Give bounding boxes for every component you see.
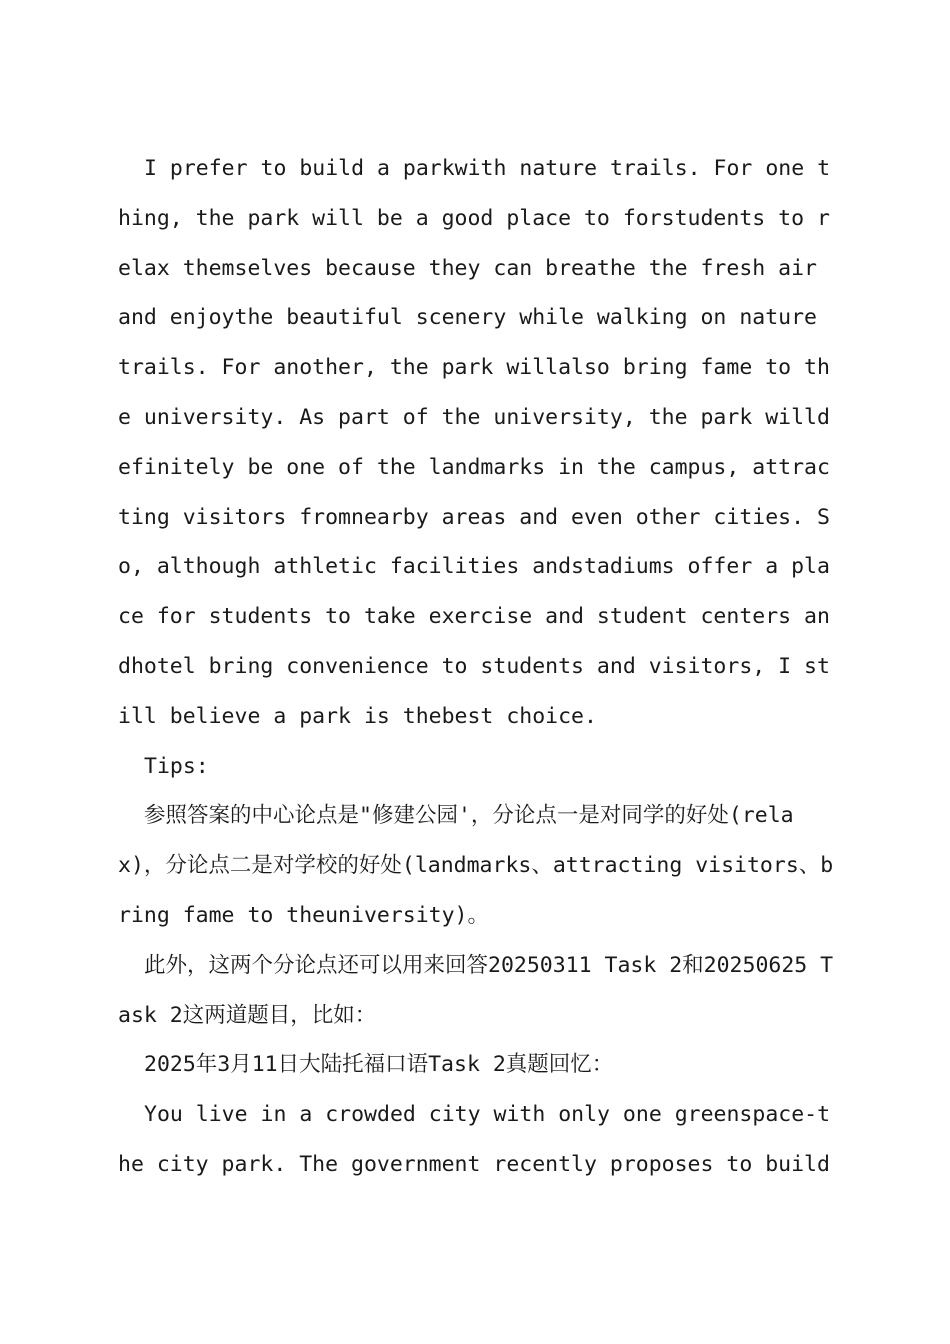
additional-note-paragraph: 此外，这两个分论点还可以用来回答20250311 Task 2和20250625 Task 2这两道题目，比如： [118, 952, 834, 1028]
question-text-paragraph: You live in a crowded city with only one greenspace-the city park. The government recently proposes to build [118, 1102, 831, 1177]
tips-heading: Tips: [144, 753, 209, 779]
question-recall-heading: 2025年3月11日大陆托福口语Task 2真题回忆： [144, 1052, 614, 1078]
tips-paragraph: 参照答案的中心论点是"修建公园'，分论点一是对同学的好处(relax)，分论点二是对学校的好处(landmarks、attracting visitors、bring fame to theuniversity)。 [118, 803, 834, 928]
essay-paragraph: I prefer to build a parkwith nature trails. For one thing, the park will be a good place to forstudents to relax themselves because they can breathe the fresh air and enjoythe beautiful scenery while walking on nature trails. For another, the park willalso bring fame to the university. As part of the university, the park willdefinitely be one of the landmarks in the campus, attracting visitors fromnearby areas and even other cities. So, although athletic facilities andstadiums offer a place for students to take exercise and student centers andhotel bring convenience to students and visitors, I still believe a park is thebest choice. [118, 156, 831, 729]
document-body [118, 144, 838, 1190]
